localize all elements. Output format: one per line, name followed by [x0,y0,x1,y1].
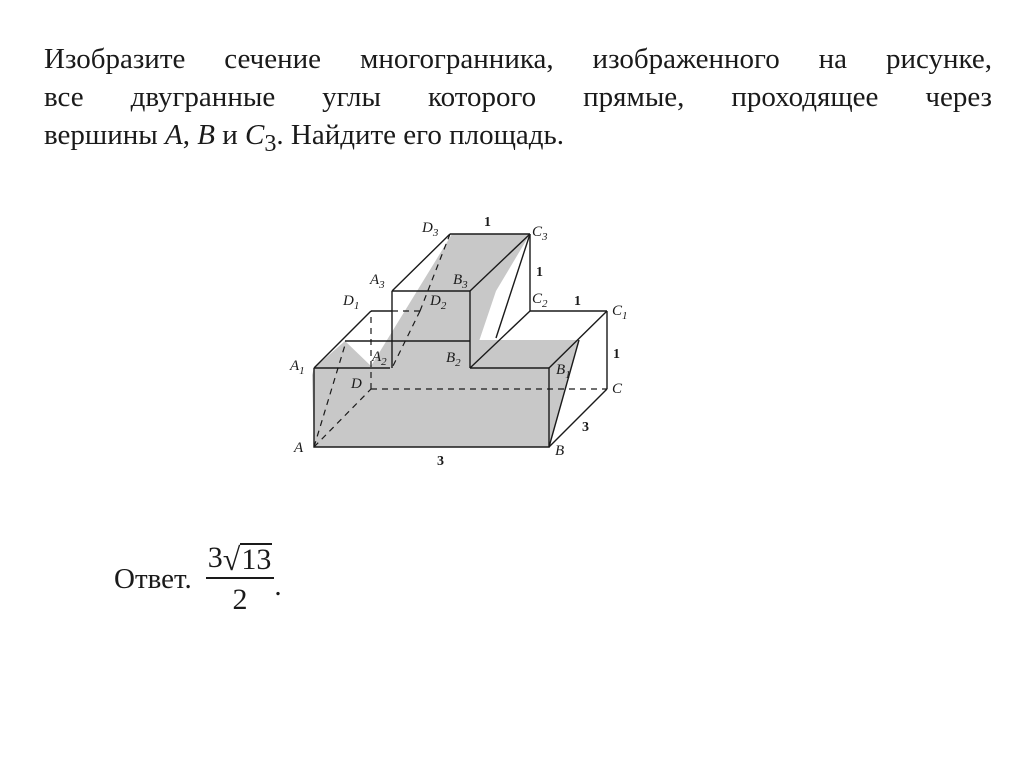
label-a3: $A_3$ [370,272,385,291]
label-a1: $A_1$ [290,358,305,377]
answer-fraction [206,541,275,617]
label-c3: $C_3$ [532,224,548,243]
label-b3: $B_3$ [453,272,468,291]
label-b: B [555,443,565,459]
problem-line-1: Изобразите сечение многогранника, изображенного на рисунке, [44,43,992,75]
label-d: D [351,376,362,392]
label-a2: $A_2$ [372,349,387,368]
label-b2: $B_2$ [446,350,461,369]
numerator-coefficient: 3 [207,541,223,574]
dim-upper-height: 1 [536,265,543,280]
answer-block [114,534,282,624]
problem-line-3-suffix: . Найдите его площадь. [276,119,565,151]
label-d3: $D_3$ [422,220,439,239]
label-c1: $C_1$ [612,303,628,322]
square-root [223,543,273,575]
dim-step-width: 1 [574,294,581,309]
fraction-denominator: 2 [232,583,248,616]
separator-1: , [182,119,198,151]
label-d1: $D_1$ [343,293,360,312]
fraction-numerator [206,541,275,577]
radical-sign-icon: √ [222,541,241,577]
label-d2: $D_2$ [430,293,447,312]
vertex-c3-subscript: 3 [264,129,277,157]
separator-2: и [214,119,245,151]
vertex-c3-ref: C [244,119,265,151]
vertex-b-ref: B [197,119,215,151]
vertex-a-ref: A [165,119,183,151]
problem-line-2: все двугранные углы которого прямые, проходящее через [44,81,992,113]
problem-line-3-prefix: вершины [44,119,165,151]
dim-lower-height: 1 [613,347,620,362]
dim-base-length: 3 [437,454,444,469]
answer-trailing-period: . [274,569,282,602]
label-b1: $B_1$ [556,362,571,381]
answer-label: Ответ. [114,562,192,595]
label-a: A [294,440,304,456]
dim-depth: 3 [582,420,589,435]
label-c2: $C_2$ [532,291,548,310]
label-c: C [612,381,623,397]
dim-top-width: 1 [484,215,491,230]
radicand: 13 [241,543,272,576]
edge-b1-c1 [549,311,607,368]
